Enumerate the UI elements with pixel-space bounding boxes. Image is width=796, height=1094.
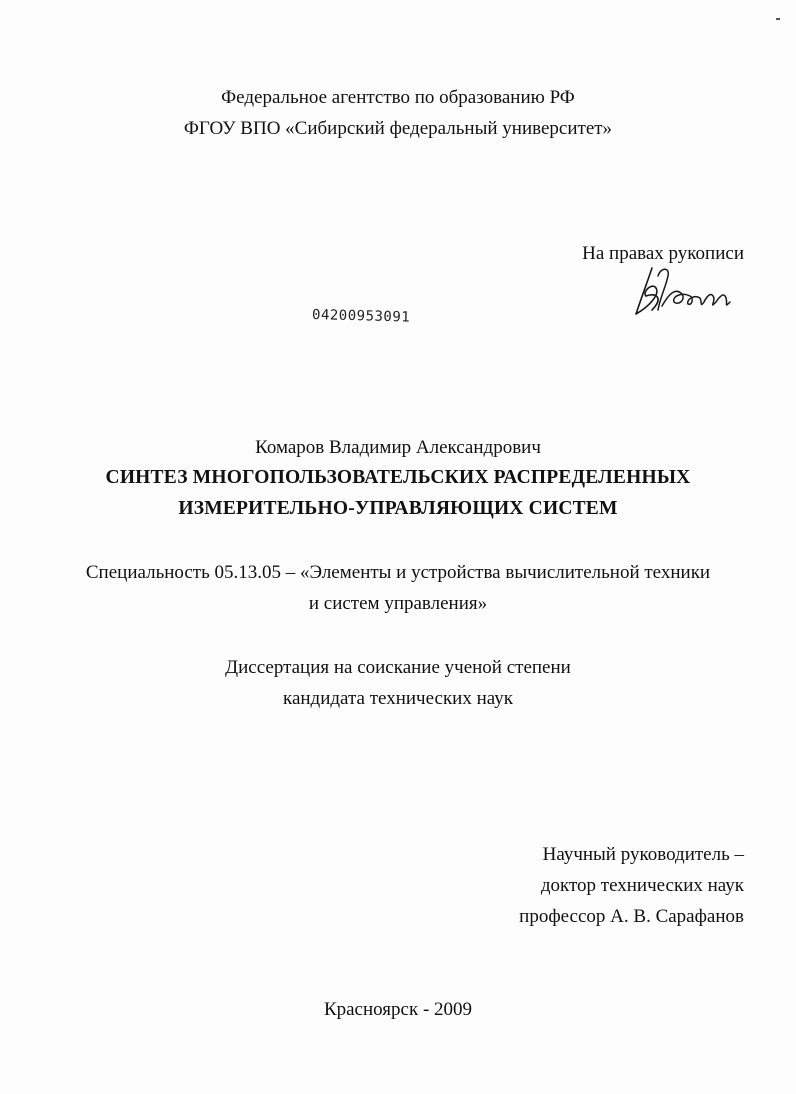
agency-line: Федеральное агентство по образованию РФ bbox=[221, 87, 575, 108]
manuscript-note: На правах рукописи bbox=[582, 243, 744, 264]
specialty-line-1: Специальность 05.13.05 – «Элементы и устройства вычислительной техники bbox=[85, 562, 711, 583]
university-line: ФГОУ ВПО «Сибирский федеральный университет» bbox=[183, 118, 613, 139]
city-year: Красноярск - 2009 bbox=[323, 999, 473, 1020]
supervisor-label: Научный руководитель – bbox=[542, 844, 744, 865]
author-signature bbox=[630, 262, 740, 324]
degree-line-1: Диссертация на соискание ученой степени bbox=[225, 657, 571, 678]
degree-line-2: кандидата технических наук bbox=[283, 688, 513, 709]
registration-number: 04200953091 bbox=[311, 307, 411, 326]
scan-speck bbox=[776, 18, 780, 20]
specialty-line-2: и систем управления» bbox=[308, 593, 488, 614]
supervisor-name: профессор А. В. Сарафанов bbox=[519, 906, 744, 927]
supervisor-degree: доктор технических наук bbox=[540, 875, 744, 896]
author-name: Комаров Владимир Александрович bbox=[255, 437, 541, 458]
title-line-2: ИЗМЕРИТЕЛЬНО-УПРАВЛЯЮЩИХ СИСТЕМ bbox=[178, 498, 618, 519]
title-line-1: СИНТЕЗ МНОГОПОЛЬЗОВАТЕЛЬСКИХ РАСПРЕДЕЛЕННЫХ bbox=[105, 467, 691, 488]
